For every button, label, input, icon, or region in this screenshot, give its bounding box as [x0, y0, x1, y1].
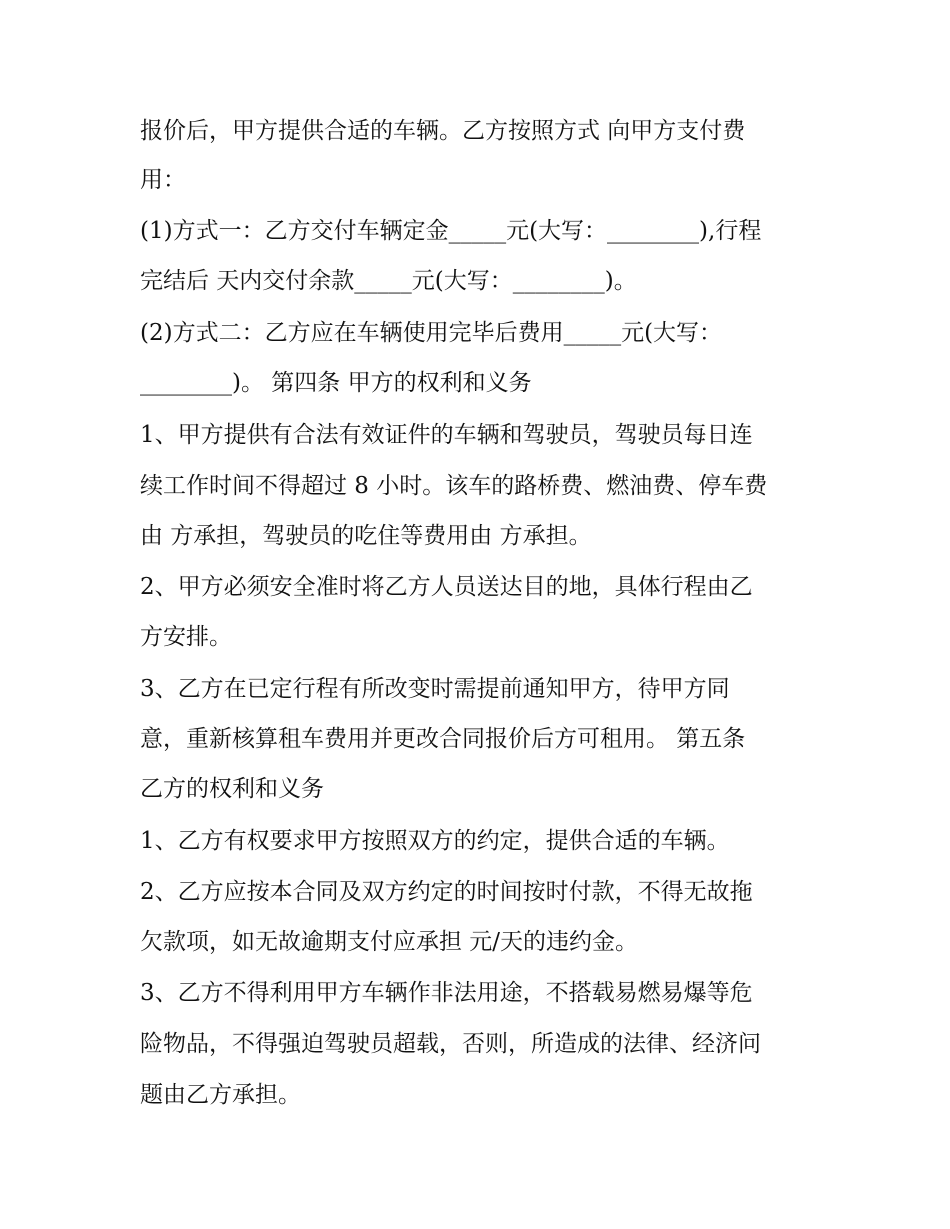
text-line: 3、乙方在已定行程有所改变时需提前通知甲方，待甲方同	[140, 676, 730, 702]
text-line: (2)方式二：乙方应在车辆使用完毕后费用_____元(大写：	[140, 320, 723, 346]
text-line: 2、甲方必须安全准时将乙方人员送达目的地，具体行程由乙	[140, 574, 753, 600]
text-line: 续工作时间不得超过 8 小时。该车的路桥费、燃油费、停车费	[140, 473, 768, 499]
text-line: 完结后 天内交付余款_____元(大写：________)。	[140, 268, 637, 294]
text-line: 乙方的权利和义务	[140, 776, 324, 802]
text-line: 方安排。	[140, 624, 232, 650]
text-line: 题由乙方承担。	[140, 1082, 301, 1108]
text-line: 由 方承担，驾驶员的吃住等费用由 方承担。	[140, 523, 592, 549]
text-line: 意，重新核算租车费用并更改合同报价后方可租用。 第五条	[140, 726, 746, 752]
text-line: 用：	[140, 167, 186, 193]
text-line: 1、乙方有权要求甲方按照双方的约定，提供合适的车辆。	[140, 828, 730, 854]
text-line: 3、乙方不得利用甲方车辆作非法用途，不搭载易燃易爆等危	[140, 980, 753, 1006]
text-line: 1、甲方提供有合法有效证件的车辆和驾驶员，驾驶员每日连	[140, 422, 753, 448]
text-line: 2、乙方应按本合同及双方约定的时间按时付款，不得无故拖	[140, 879, 753, 905]
text-line: 报价后，甲方提供合适的车辆。乙方按照方式 向甲方支付费	[140, 118, 746, 144]
text-line: ________)。 第四条 甲方的权利和义务	[140, 370, 532, 396]
text-line: 险物品，不得强迫驾驶员超载，否则，所造成的法律、经济问	[140, 1031, 761, 1057]
text-line: 欠款项，如无故逾期支付应承担 元/天的违约金。	[140, 929, 639, 955]
text-line: (1)方式一：乙方交付车辆定金_____元(大写：________),行程	[140, 218, 762, 244]
